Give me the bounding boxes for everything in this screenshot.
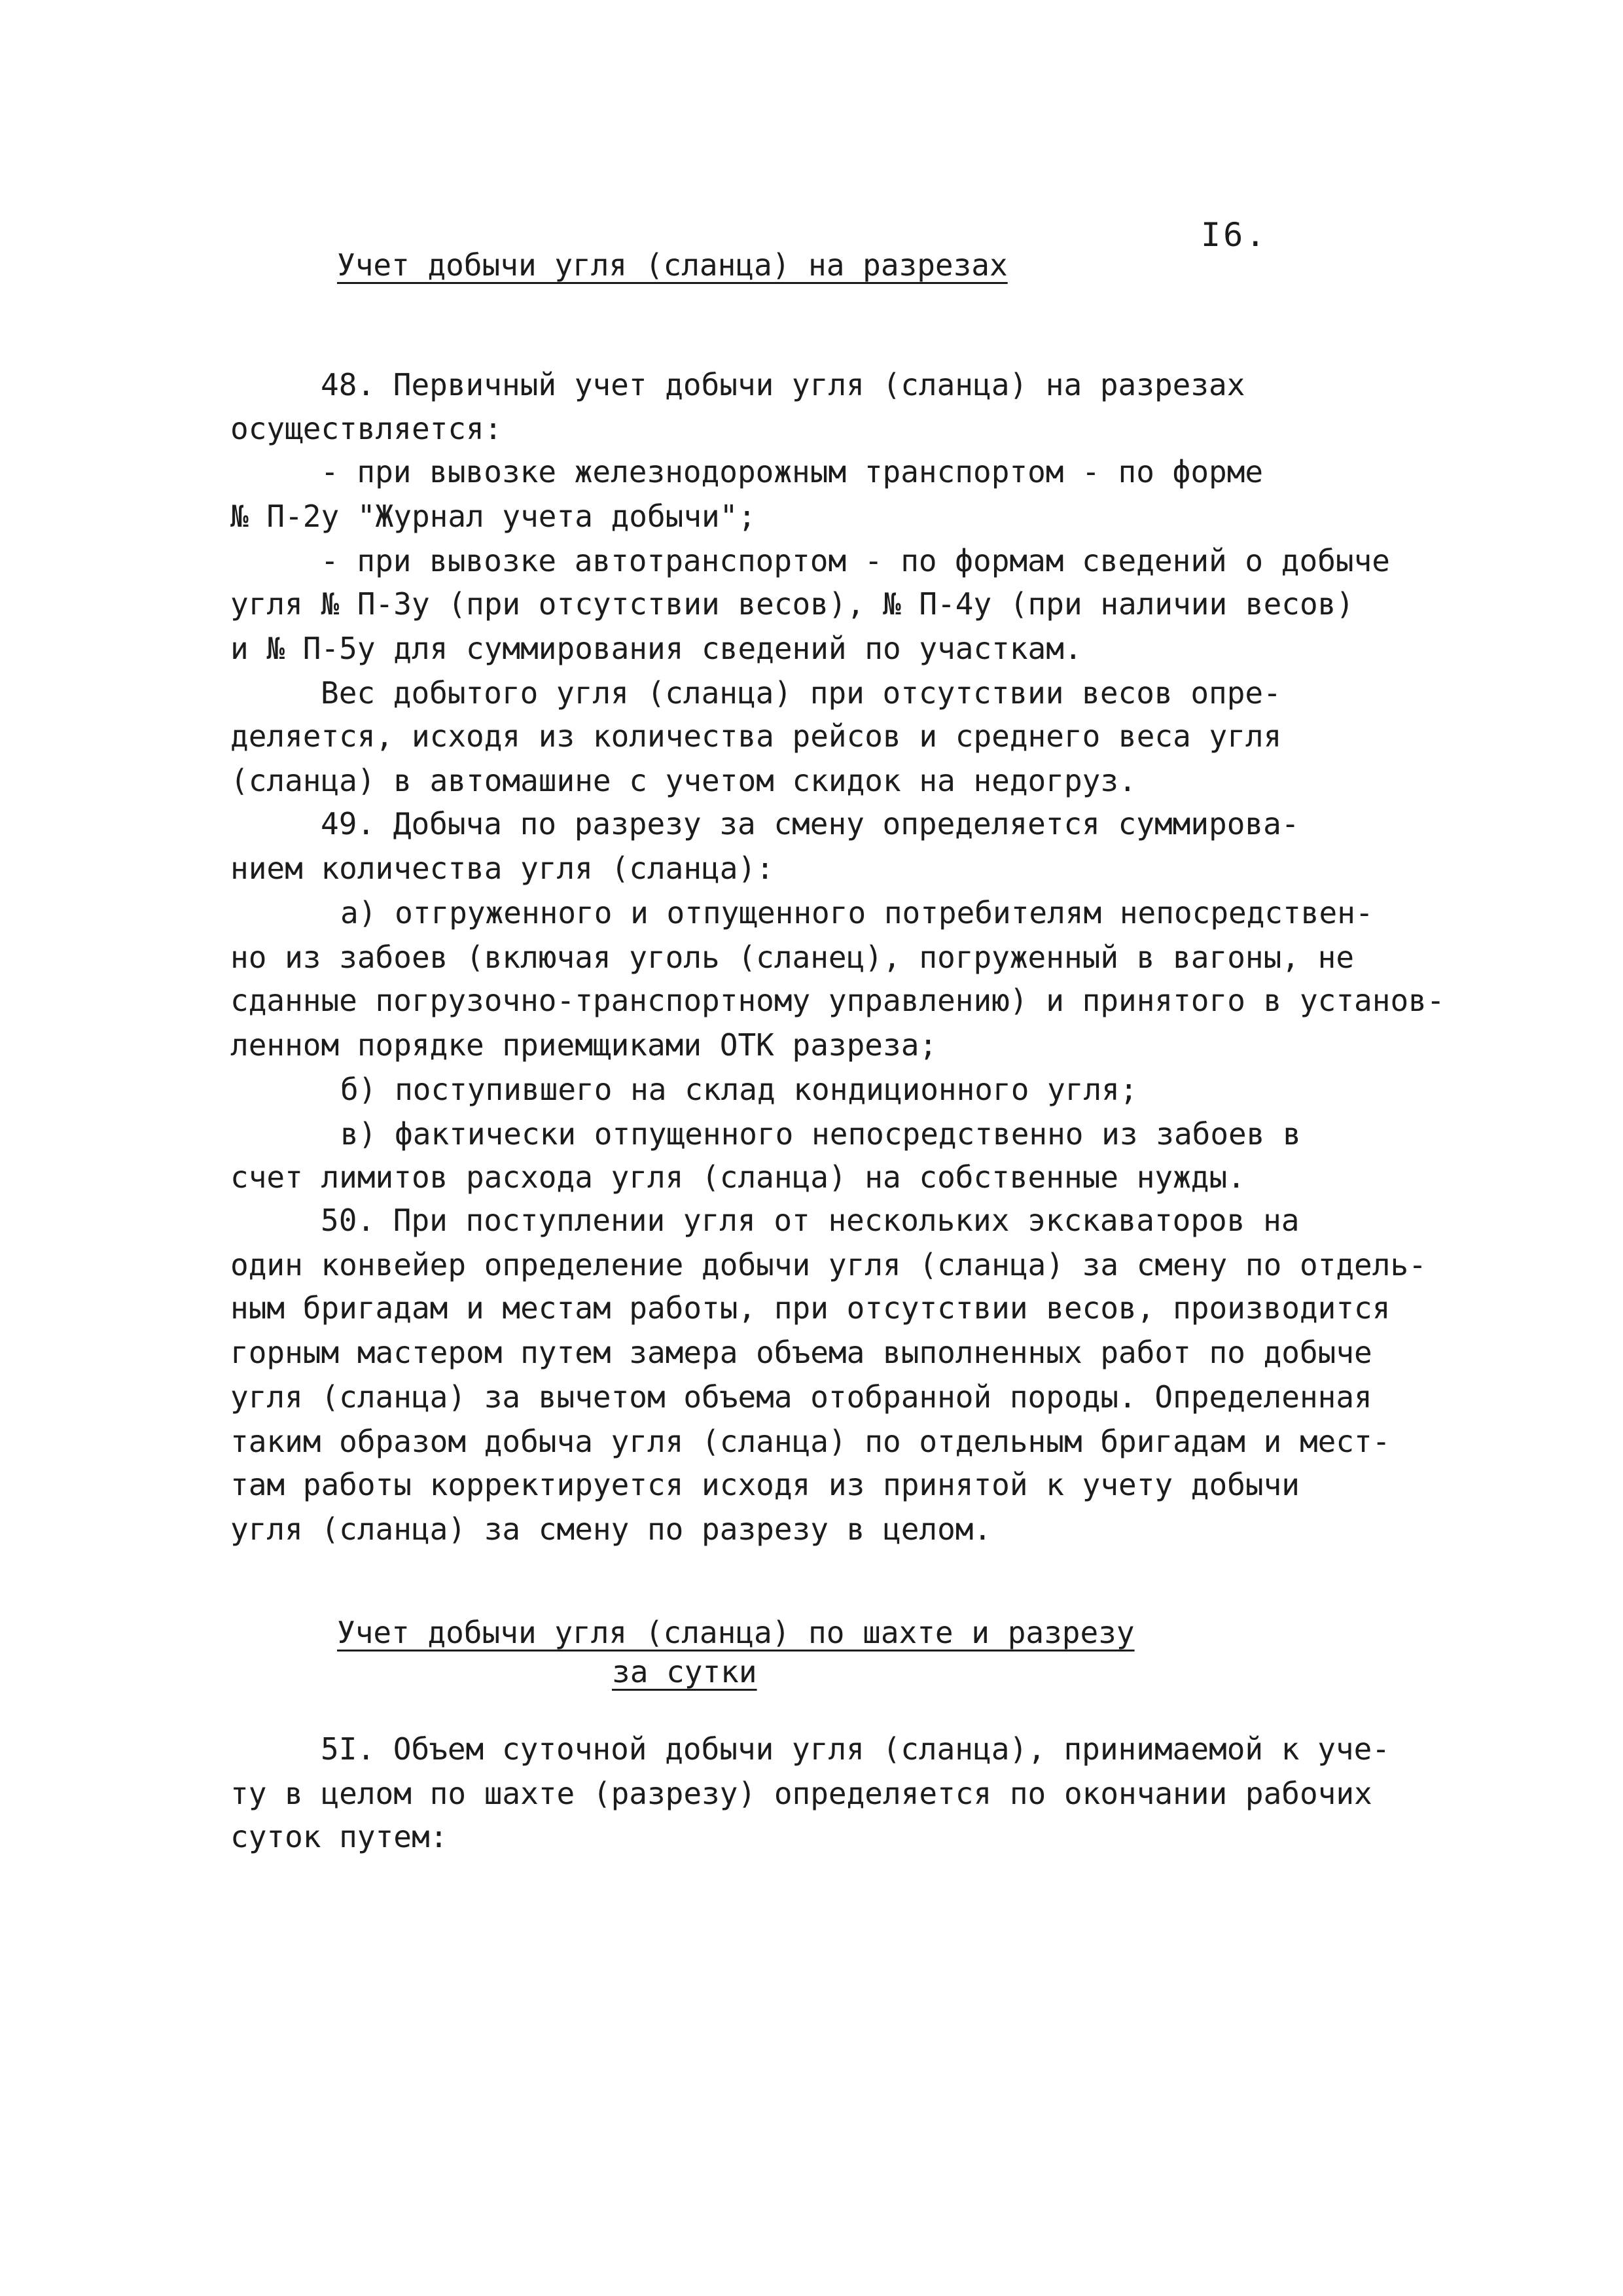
paragraph-line: ленном порядке приемщиками ОТК разреза;: [230, 1027, 938, 1063]
paragraph-line: угля (сланца) за смену по разрезу в целом.: [230, 1511, 992, 1547]
paragraph-line: таким образом добыча угля (сланца) по отдельным бригадам и мест-: [230, 1424, 1391, 1459]
paragraph-line: горным мастером путем замера объема выполненных работ по добыче: [230, 1335, 1372, 1370]
section-heading-open-pit: Учет добычи угля (сланца) на разрезах: [337, 247, 1008, 283]
paragraph-line: 49. Добыча по разрезу за смену определяется суммирова-: [321, 806, 1300, 841]
paragraph-line: в) фактически отпущенного непосредственно из забоев в: [340, 1116, 1301, 1152]
section-heading-daily-line2: за сутки: [612, 1654, 757, 1689]
paragraph-line: - при вывозке автотранспортом - по формам сведений о добыче: [321, 543, 1390, 578]
paragraph-line: угля № П-3у (при отсутствии весов), № П-4у (при наличии весов): [230, 586, 1355, 622]
paragraph-line: угля (сланца) за вычетом объема отобранной породы. Определенная: [230, 1379, 1372, 1415]
paragraph-line: ту в целом по шахте (разрезу) определяется по окончании рабочих: [230, 1776, 1372, 1811]
paragraph-line: (сланца) в автомашине с учетом скидок на недогруз.: [230, 763, 1137, 798]
paragraph-line: ным бригадам и местам работы, при отсутствии весов, производится: [230, 1290, 1391, 1326]
paragraph-line: осуществляется:: [230, 411, 503, 446]
paragraph-line: там работы корректируется исходя из принятой к учету добычи: [230, 1467, 1300, 1502]
paragraph-line: один конвейер определение добычи угля (сланца) за смену по отдель-: [230, 1247, 1427, 1282]
paragraph-line: 50. При поступлении угля от нескольких экскаваторов на: [321, 1203, 1300, 1238]
paragraph-line: деляется, исходя из количества рейсов и среднего веса угля: [230, 718, 1282, 754]
paragraph-line: - при вывозке железнодорожным транспортом - по форме: [321, 454, 1264, 489]
paragraph-line: счет лимитов расхода угля (сланца) на собственные нужды.: [230, 1159, 1245, 1195]
paragraph-line: Вес добытого угля (сланца) при отсутствии весов опре-: [321, 675, 1281, 711]
paragraph-line: а) отгруженного и отпущенного потребителям непосредствен-: [340, 895, 1374, 930]
paragraph-line: б) поступившего на склад кондиционного угля;: [340, 1072, 1138, 1107]
page-number: I6.: [1201, 216, 1268, 254]
paragraph-line: № П-2у "Журнал учета добычи";: [230, 499, 757, 534]
paragraph-line: сданные погрузочно-транспортному управлению) и принятого в установ-: [230, 983, 1445, 1018]
paragraph-line: и № П-5у для суммирования сведений по участкам.: [230, 631, 1082, 666]
paragraph-line: 5I. Объем суточной добычи угля (сланца), принимаемой к уче-: [321, 1731, 1390, 1767]
paragraph-line: но из забоев (включая уголь (сланец), погруженный в вагоны, не: [230, 940, 1355, 975]
paragraph-line: 48. Первичный учет добычи угля (сланца) на разрезах: [321, 367, 1245, 402]
paragraph-line: нием количества угля (сланца):: [230, 851, 774, 886]
paragraph-line: суток путем:: [230, 1819, 448, 1854]
section-heading-daily-line1: Учет добычи угля (сланца) по шахте и разрезу: [337, 1615, 1135, 1650]
